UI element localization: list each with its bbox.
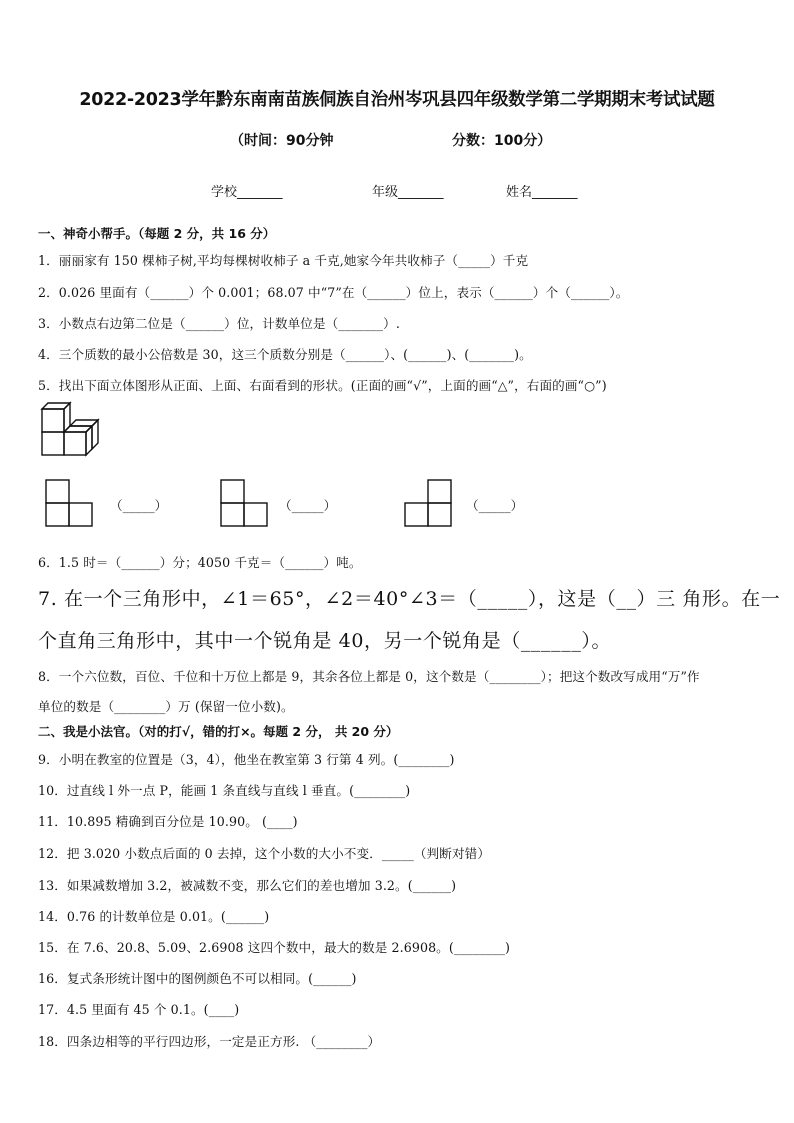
question-14: 14．0.76 的计数单位是 0.01。(______) (38, 909, 270, 924)
question-6: 6．1.5 时＝（______）分；4050 千克＝（______）吨。 (38, 555, 362, 570)
question-4: 4．三个质数的最小公倍数是 30，这三个质数分别是（______）、(______)、(_______)。 (38, 347, 532, 362)
view-shape-2 (219, 478, 269, 528)
question-12: 12．把 3.020 小数点后面的 0 去掉，这个小数的大小不变．_____（判断对错） (38, 846, 491, 861)
cube-figure (38, 400, 104, 458)
exam-title: 2022-2023学年黔东南南苗族侗族自治州岑巩县四年级数学第二学期期末考试试题 (79, 90, 715, 110)
question-7-line-2: 个直角三角形中，其中一个锐角是 40，另一个锐角是（______）。 (38, 630, 612, 652)
question-17: 17．4.5 里面有 45 个 0.1。(____) (38, 1002, 240, 1017)
name-field[interactable]: 姓名_______ (506, 185, 578, 200)
section-1-heading: 一、神奇小帮手。（每题 2 分，共 16 分） (38, 226, 276, 241)
question-9: 9．小明在教室的位置是（3，4），他坐在教室第 3 行第 4 列。(________) (38, 752, 455, 767)
question-18: 18．四条边相等的平行四边形，一定是正方形. （________） (38, 1034, 381, 1049)
view-blank-1[interactable]: （_____） (110, 498, 168, 513)
grade-field[interactable]: 年级_______ (372, 185, 444, 200)
view-blank-3[interactable]: （_____） (466, 498, 524, 513)
view-blank-2[interactable]: （_____） (279, 498, 337, 513)
school-field[interactable]: 学校_______ (211, 185, 283, 200)
question-7-line-1: 7. 在一个三角形中，∠1＝65°，∠2＝40°∠3＝（_____），这是（__）三 角形。在一 (38, 588, 781, 610)
question-1: 1．丽丽家有 150 棵柿子树,平均每棵树收柿子 a 千克,她家今年共收柿子（_____）千克 (38, 253, 529, 268)
section-2-heading: 二、我是小法官。（对的打√，错的打×。每题 2 分， 共 20 分） (38, 724, 399, 739)
question-13: 13．如果减数增加 3.2，被减数不变，那么它们的差也增加 3.2。(______) (38, 878, 457, 893)
exam-score: 分数：100分） (452, 133, 552, 149)
question-8-line-2: 单位的数是（________）万 (保留一位小数)。 (38, 699, 294, 714)
question-10: 10．过直线 l 外一点 P，能画 1 条直线与直线 l 垂直。(________) (38, 783, 411, 798)
question-15: 15．在 7.6、20.8、5.09、2.6908 这四个数中，最大的数是 2.6908。(________) (38, 940, 511, 955)
question-2: 2．0.026 里面有（______）个 0.001；68.07 中“7”在（______）位上，表示（______）个（______）。 (38, 285, 629, 300)
question-16: 16．复式条形统计图中的图例颜色不可以相同。(______) (38, 971, 357, 986)
question-11: 11．10.895 精确到百分位是 10.90。 (____) (38, 814, 298, 829)
exam-time: （时间：90分钟 (230, 133, 334, 149)
view-shape-3 (403, 478, 453, 528)
question-5: 5．找出下面立体图形从正面、上面、右面看到的形状。(正面的画“√”，上面的画“△”，右面的画“○”) (38, 378, 607, 393)
question-3: 3．小数点右边第二位是（______）位，计数单位是（_______）. (38, 316, 400, 331)
view-shape-1 (44, 478, 94, 528)
question-8-line-1: 8．一个六位数，百位、千位和十万位上都是 9，其余各位上都是 0，这个数是（________）；把这个数改写成用“万”作 (38, 669, 700, 684)
